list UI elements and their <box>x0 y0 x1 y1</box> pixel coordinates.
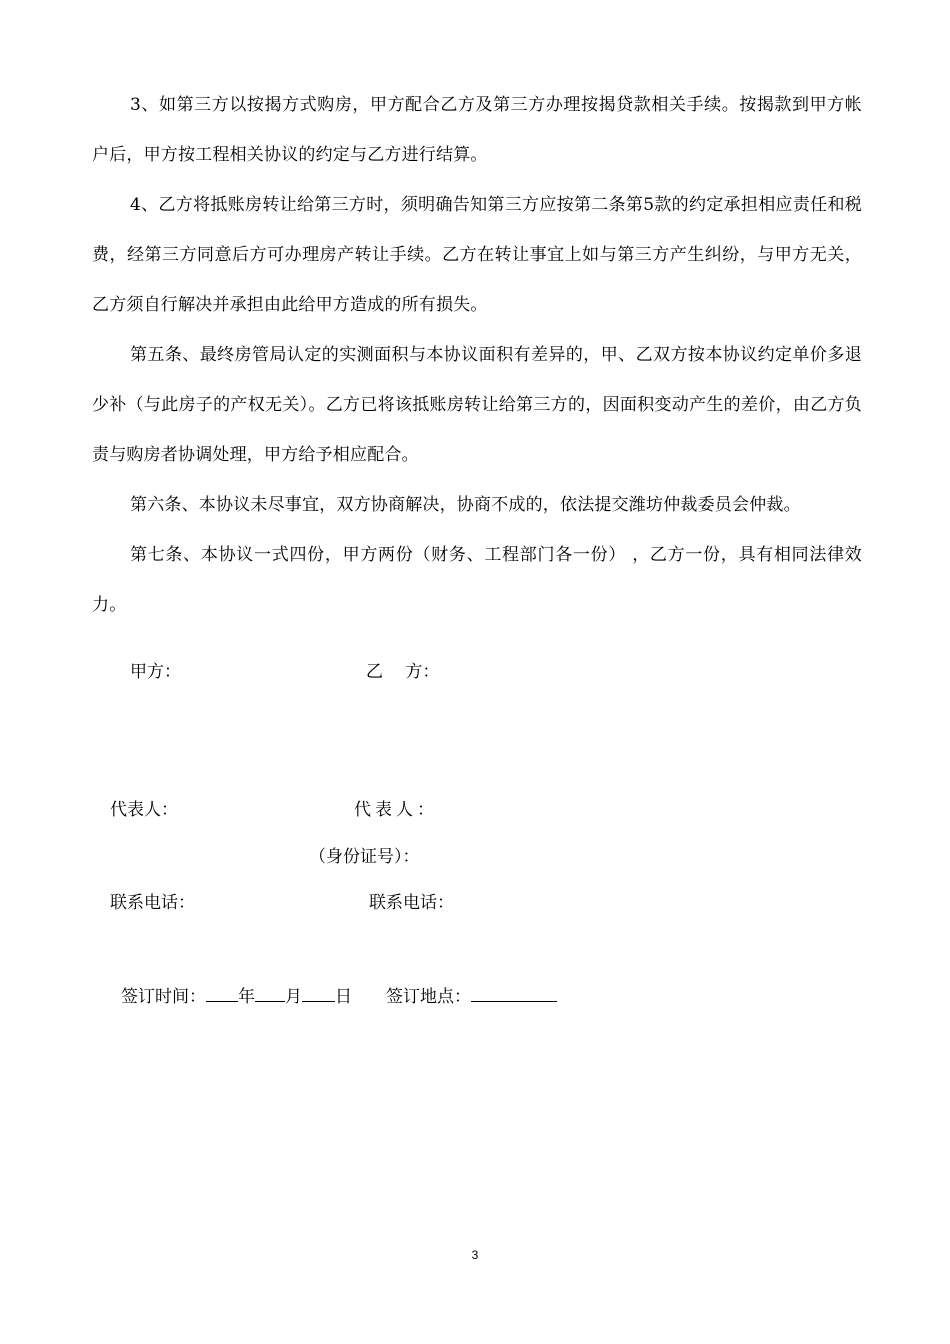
clause-3: 3、如第三方以按揭方式购房，甲方配合乙方及第三方办理按揭贷款相关手续。按揭款到甲方帐户后，甲方按工程相关协议的约定与乙方进行结算。 <box>92 95 862 165</box>
signing-info-row <box>121 983 557 1009</box>
party-b-id-number-label: （身份证号）： <box>309 847 420 867</box>
year-label: 年 <box>238 987 255 1007</box>
article-7: 第七条、本协议一式四份，甲方两份（财务、工程部门各一份） ，乙方一份，具有相同法律效力。 <box>92 545 862 615</box>
day-label: 日 <box>335 987 352 1007</box>
month-label: 月 <box>285 987 302 1007</box>
year-blank <box>206 983 238 1002</box>
place-blank <box>471 983 557 1002</box>
party-b-label: 乙 方： <box>366 662 440 682</box>
day-blank <box>302 983 335 1002</box>
signing-place-label: 签订地点： <box>386 987 471 1007</box>
month-blank <box>255 983 285 1002</box>
party-b-phone-label: 联系电话： <box>369 893 454 913</box>
party-a-representative-label: 代表人： <box>110 800 178 820</box>
party-b-representative-label: 代表人： <box>354 800 438 820</box>
signing-time-label: 签订时间： <box>121 987 206 1007</box>
page-number: 3 <box>471 1248 479 1262</box>
party-a-label: 甲方： <box>130 662 181 682</box>
article-6: 第六条、本协议未尽事宜，双方协商解决，协商不成的，依法提交潍坊仲裁委员会仲裁。 <box>130 495 801 515</box>
clause-4: 4、乙方将抵账房转让给第三方时，须明确告知第三方应按第二条第5款的约定承担相应责任和税费，经第三方同意后方可办理房产转让手续。乙方在转让事宜上如与第三方产生纠纷，与甲方无关，乙方须自行解决并承担由此给甲方造成的所有损失。 <box>92 195 862 315</box>
party-a-phone-label: 联系电话： <box>110 893 195 913</box>
article-5: 第五条、最终房管局认定的实测面积与本协议面积有差异的，甲、乙双方按本协议约定单价多退少补（与此房子的产权无关）。乙方已将该抵账房转让给第三方的，因面积变动产生的差价，由乙方负责与购房者协调处理，甲方给予相应配合。 <box>92 345 862 465</box>
